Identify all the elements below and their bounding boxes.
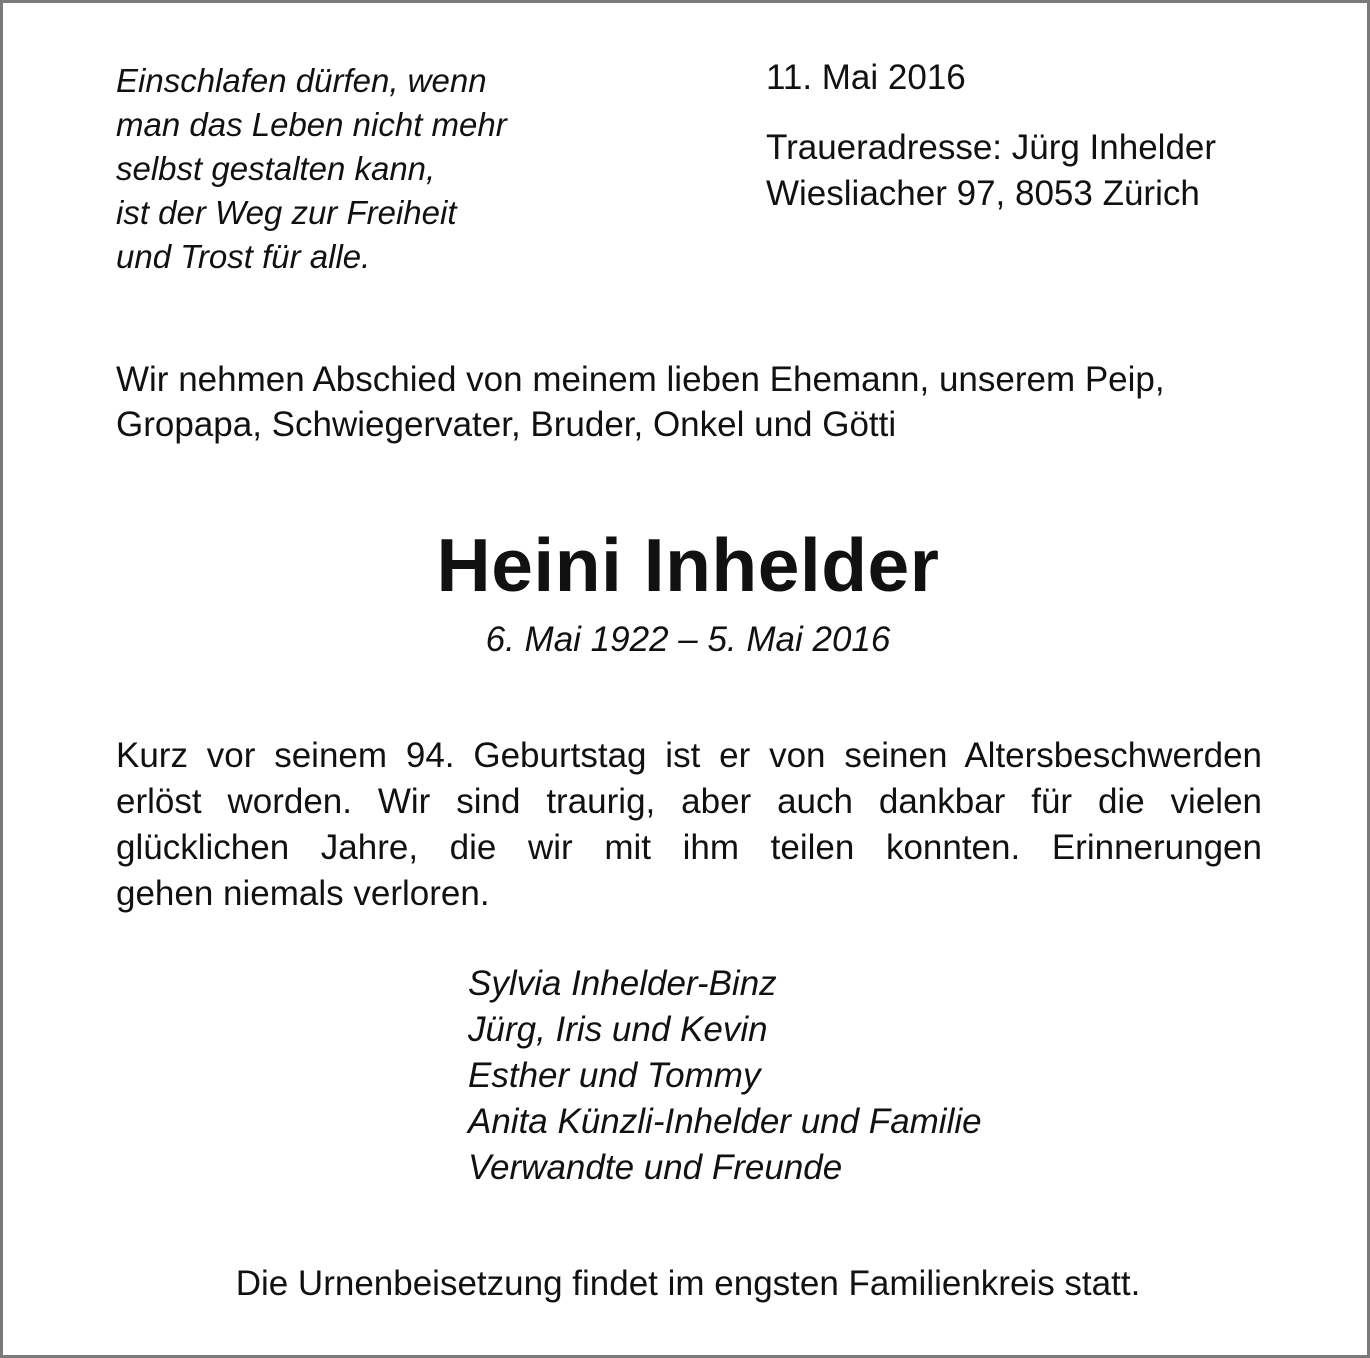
obituary-text	[116, 733, 1262, 917]
address-line: Traueradresse: Jürg Inhelder	[766, 128, 1217, 167]
mourners-list	[468, 961, 982, 1191]
intro-line: Gropapa, Schwiegervater, Bruder, Onkel und Götti	[116, 405, 897, 444]
poem-line: man das Leben nicht mehr	[116, 106, 507, 143]
poem-line: und Trost für alle.	[116, 238, 371, 275]
notice-date: 11. Mai 2016	[766, 58, 966, 97]
mourner-entry: Verwandte und Freunde	[468, 1148, 843, 1187]
mourner-entry: Sylvia Inhelder-Binz	[468, 964, 777, 1003]
mourner-entry: Jürg, Iris und Kevin	[468, 1010, 768, 1049]
poem-line: ist der Weg zur Freiheit	[116, 194, 457, 231]
mourner-entry: Anita Künzli-Inhelder und Familie	[468, 1102, 982, 1141]
obituary-line: glücklichen Jahre, die wir mit ihm teilen konnten. Erinnerungen	[116, 828, 1262, 867]
mourner-entry: Esther und Tommy	[468, 1056, 761, 1095]
obituary-line: erlöst worden. Wir sind traurig, aber auch dankbar für die vielen	[116, 782, 1262, 821]
mourning-address	[766, 125, 1216, 217]
poem-line: Einschlafen dürfen, wenn	[116, 62, 487, 99]
burial-notice: Die Urnenbeisetzung findet im engsten Familienkreis statt.	[235, 1264, 1141, 1303]
intro-line: Wir nehmen Abschied von meinem lieben Ehemann, unserem Peip,	[116, 360, 1165, 399]
obituary-line: Kurz vor seinem 94. Geburtstag ist er von seinen Altersbeschwerden	[116, 736, 1262, 775]
deceased-name: Heini Inhelder	[436, 523, 940, 607]
farewell-intro	[116, 357, 1266, 447]
obituary-line: gehen niemals verloren.	[116, 874, 490, 913]
lifespan-dates: 6. Mai 1922 – 5. Mai 2016	[485, 620, 891, 659]
address-line: Wiesliacher 97, 8053 Zürich	[766, 174, 1200, 213]
poem	[116, 59, 636, 279]
poem-line: selbst gestalten kann,	[116, 150, 436, 187]
